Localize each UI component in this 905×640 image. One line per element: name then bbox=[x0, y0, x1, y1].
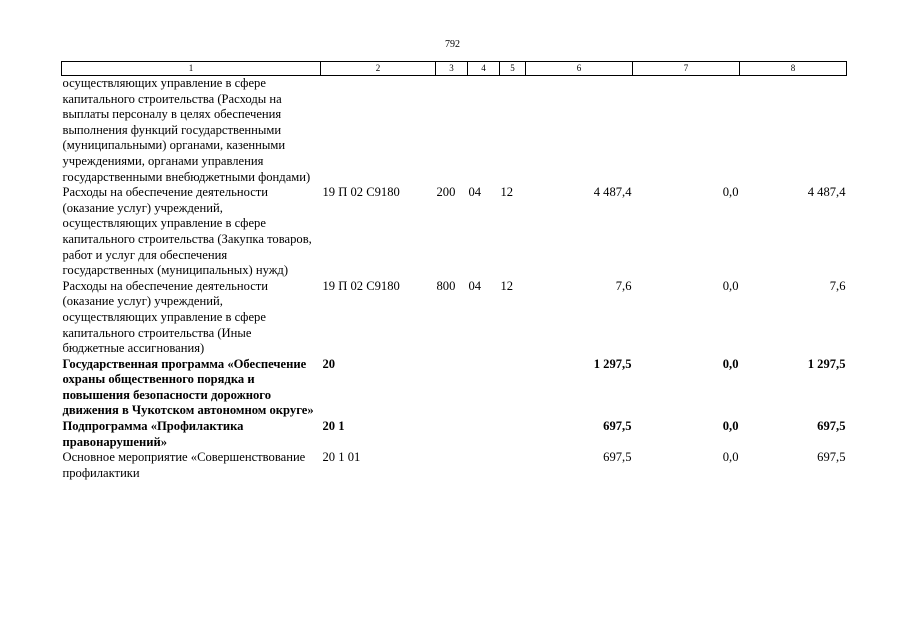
row-code: 20 1 bbox=[322, 419, 345, 434]
row-amount-7: 0,0 bbox=[722, 185, 739, 200]
row-section bbox=[468, 450, 500, 481]
row-amount-8: 4 487,4 bbox=[807, 185, 846, 200]
table-row bbox=[62, 357, 847, 419]
budget-table bbox=[61, 61, 847, 481]
row-section bbox=[468, 76, 500, 186]
row-subsection bbox=[500, 419, 526, 450]
row-subsection bbox=[500, 76, 526, 186]
row-amount-7: 0,0 bbox=[722, 419, 739, 434]
row-amount-8: 1 297,5 bbox=[807, 356, 846, 371]
row-amount-6: 697,5 bbox=[603, 450, 632, 465]
row-name: осуществляющих управление в сфере капитального строительства (Расходы на выплаты персоналу в целях обеспечения выполнения функций государственными (муниципальными) органами, казенными учреждениями, органами управления государственными внебюджетными фондами) bbox=[62, 76, 311, 184]
row-code: 19 П 02 С9180 bbox=[322, 185, 400, 200]
table-row bbox=[62, 419, 847, 450]
row-section: 04 bbox=[468, 185, 482, 200]
table-row bbox=[62, 450, 847, 481]
row-amount-6: 697,5 bbox=[603, 419, 632, 434]
table-body bbox=[62, 62, 847, 482]
row-expense-type bbox=[436, 76, 468, 186]
row-code: 19 П 02 С9180 bbox=[322, 278, 400, 293]
row-amount-7: 0,0 bbox=[722, 356, 739, 371]
row-name: Расходы на обеспечение деятельности (оказание услуг) учреждений, осуществляющих управление в сфере капитального строительства (Иные бюджетные ассигнования) bbox=[62, 278, 269, 356]
table-row bbox=[62, 185, 847, 279]
row-expense-type bbox=[436, 419, 468, 450]
row-amount-7: 0,0 bbox=[722, 450, 739, 465]
header-col-8: 8 bbox=[740, 62, 847, 76]
row-code: 20 1 01 bbox=[322, 450, 361, 465]
row-subsection: 12 bbox=[500, 278, 514, 293]
header-row bbox=[62, 62, 847, 76]
row-section bbox=[468, 419, 500, 450]
header-col-6: 6 bbox=[526, 62, 633, 76]
row-name: Подпрограмма «Профилактика правонарушений» bbox=[62, 419, 244, 449]
row-expense-type bbox=[436, 450, 468, 481]
row-code bbox=[321, 76, 436, 186]
header-col-1: 1 bbox=[62, 62, 321, 76]
row-amount-6: 4 487,4 bbox=[593, 185, 632, 200]
row-expense-type: 800 bbox=[436, 278, 456, 293]
row-section bbox=[468, 357, 500, 419]
row-name: Расходы на обеспечение деятельности (оказание услуг) учреждений, осуществляющих управление в сфере капитального строительства (Закупка товаров, работ и услуг для обеспечения государственных (муниципальных) нужд) bbox=[62, 185, 312, 278]
row-expense-type bbox=[436, 357, 468, 419]
row-amount-6: 1 297,5 bbox=[593, 356, 632, 371]
row-amount-8: 7,6 bbox=[829, 278, 846, 293]
row-subsection bbox=[500, 450, 526, 481]
row-amount-6: 7,6 bbox=[615, 278, 632, 293]
row-amount-8: 697,5 bbox=[817, 419, 846, 434]
header-col-7: 7 bbox=[633, 62, 740, 76]
row-amount-8 bbox=[740, 76, 847, 186]
header-col-3: 3 bbox=[436, 62, 468, 76]
row-expense-type: 200 bbox=[436, 185, 456, 200]
row-name: Основное мероприятие «Совершенствование профилактики bbox=[62, 450, 306, 480]
row-section: 04 bbox=[468, 278, 482, 293]
row-amount-7: 0,0 bbox=[722, 278, 739, 293]
row-code: 20 bbox=[322, 356, 336, 371]
header-col-5: 5 bbox=[500, 62, 526, 76]
row-subsection: 12 bbox=[500, 185, 514, 200]
row-subsection bbox=[500, 357, 526, 419]
page-number: 792 bbox=[445, 39, 460, 50]
table-row bbox=[62, 76, 847, 186]
row-amount-6 bbox=[526, 76, 633, 186]
row-name: Государственная программа «Обеспечение охраны общественного порядка и повышения безопасности дорожного движения в Чукотском автономном округе» bbox=[62, 356, 314, 418]
header-col-2: 2 bbox=[321, 62, 436, 76]
row-amount-8: 697,5 bbox=[817, 450, 846, 465]
header-col-4: 4 bbox=[468, 62, 500, 76]
row-amount-7 bbox=[633, 76, 740, 186]
table-row bbox=[62, 279, 847, 357]
